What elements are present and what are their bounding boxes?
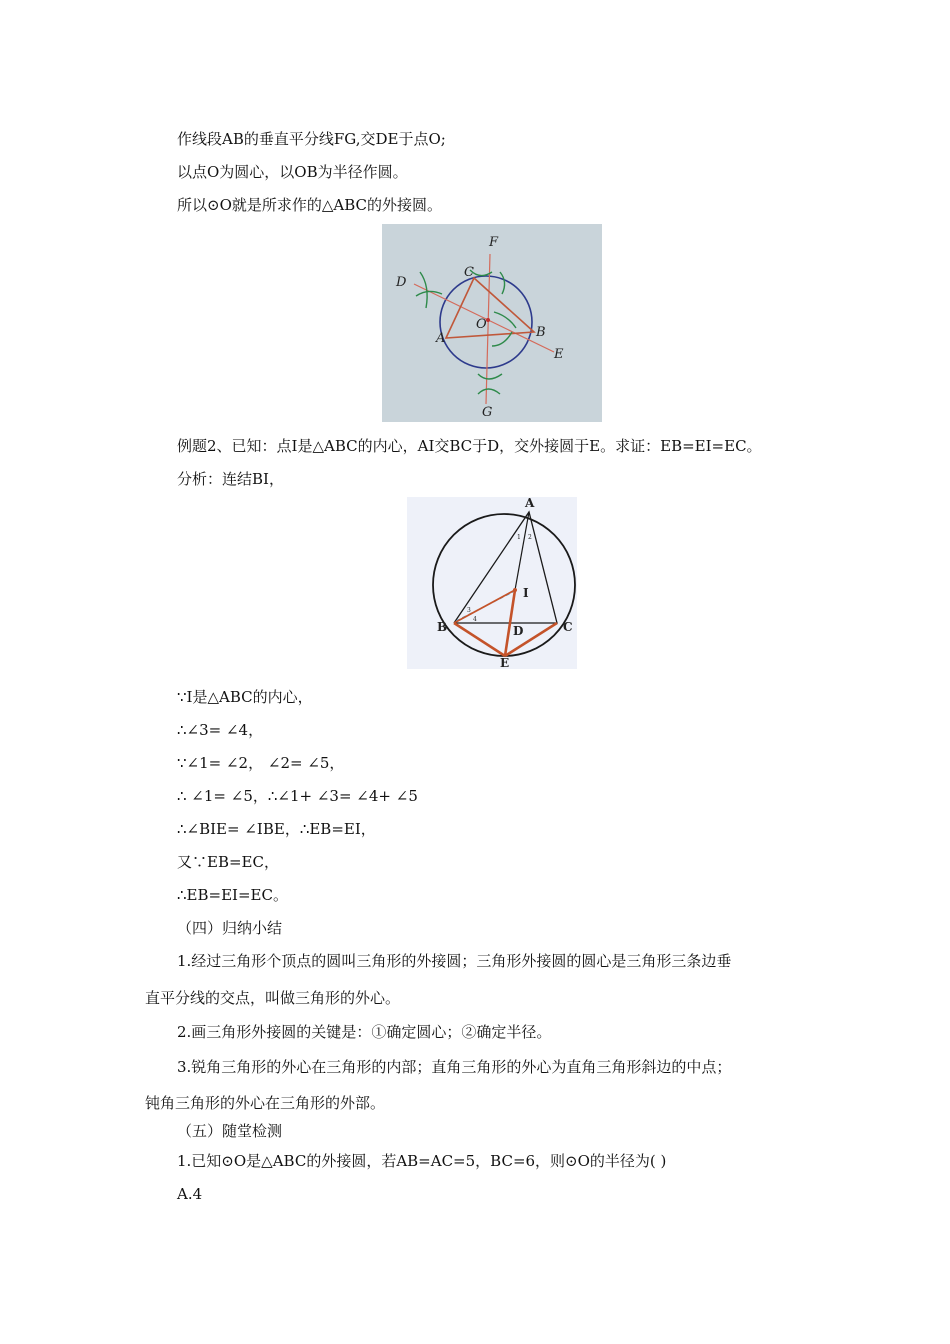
label-a: A	[436, 331, 446, 346]
line-5: 分析：连结BI，	[177, 470, 284, 488]
line-9: ∴ ∠1= ∠5，∴∠1+ ∠3= ∠4+ ∠5	[177, 787, 418, 805]
label-a-2: A	[525, 497, 535, 510]
label-b: B	[536, 325, 546, 340]
question-1: 1.已知⊙O是△ABC的外接圆，若AB=AC=5，BC=6，则⊙O的半径为( )	[177, 1152, 667, 1170]
line-3: 所以⊙O就是所求作的△ABC的外接圆。	[177, 196, 443, 214]
label-c-2: C	[563, 620, 573, 634]
label-i: I	[523, 586, 529, 600]
label-d: D	[396, 275, 407, 290]
line-8: ∵∠1= ∠2， ∠2= ∠5，	[177, 754, 345, 772]
section-heading-4: （四）归纳小结	[177, 919, 283, 937]
line-14a: 1.经过三角形个顶点的圆叫三角形的外接圆；三角形外接圆的圆心是三角形三条边垂	[177, 952, 732, 970]
label-g: G	[482, 405, 493, 420]
line-11: 又∵EB=EC，	[177, 853, 279, 871]
label-c: C	[464, 265, 474, 280]
line-16b: 钝角三角形的外心在三角形的外部。	[145, 1094, 386, 1112]
label-d-2: D	[513, 624, 524, 638]
section-heading-5: （五）随堂检测	[177, 1122, 283, 1140]
label-b-2: B	[437, 620, 448, 634]
option-a: A.4	[177, 1185, 203, 1203]
incenter-figure	[407, 497, 577, 669]
line-1: 作线段AB的垂直平分线FG,交DE于点O;	[177, 130, 446, 148]
label-e: E	[554, 347, 564, 362]
label-angle-4: 4	[473, 616, 477, 623]
line-16a: 3.锐角三角形的外心在三角形的内部；直角三角形的外心为直角三角形斜边的中点；	[177, 1058, 732, 1076]
line-15: 2.画三角形外接圆的关键是：①确定圆心；②确定半径。	[177, 1023, 552, 1041]
construction-figure	[382, 224, 602, 422]
label-angle-2: 2	[528, 534, 532, 541]
label-angle-1: 1	[517, 534, 521, 541]
label-o: O	[476, 317, 487, 332]
line-4: 例题2、已知：点I是△ABC的内心，AI交BC于D，交外接圆于E。求证：EB=EI=EC。	[177, 437, 762, 455]
label-angle-3: 3	[467, 607, 471, 614]
line-6: ∵I是△ABC的内心，	[177, 688, 313, 706]
line-10: ∴∠BIE= ∠IBE，∴EB=EI，	[177, 820, 376, 838]
line-7: ∴∠3= ∠4，	[177, 721, 264, 739]
line-2: 以点O为圆心，以OB为半径作圆。	[177, 163, 408, 181]
label-e-2: E	[500, 656, 510, 669]
line-12: ∴EB=EI=EC。	[177, 886, 288, 904]
line-14b: 直平分线的交点，叫做三角形的外心。	[145, 989, 401, 1007]
label-f: F	[489, 235, 499, 250]
